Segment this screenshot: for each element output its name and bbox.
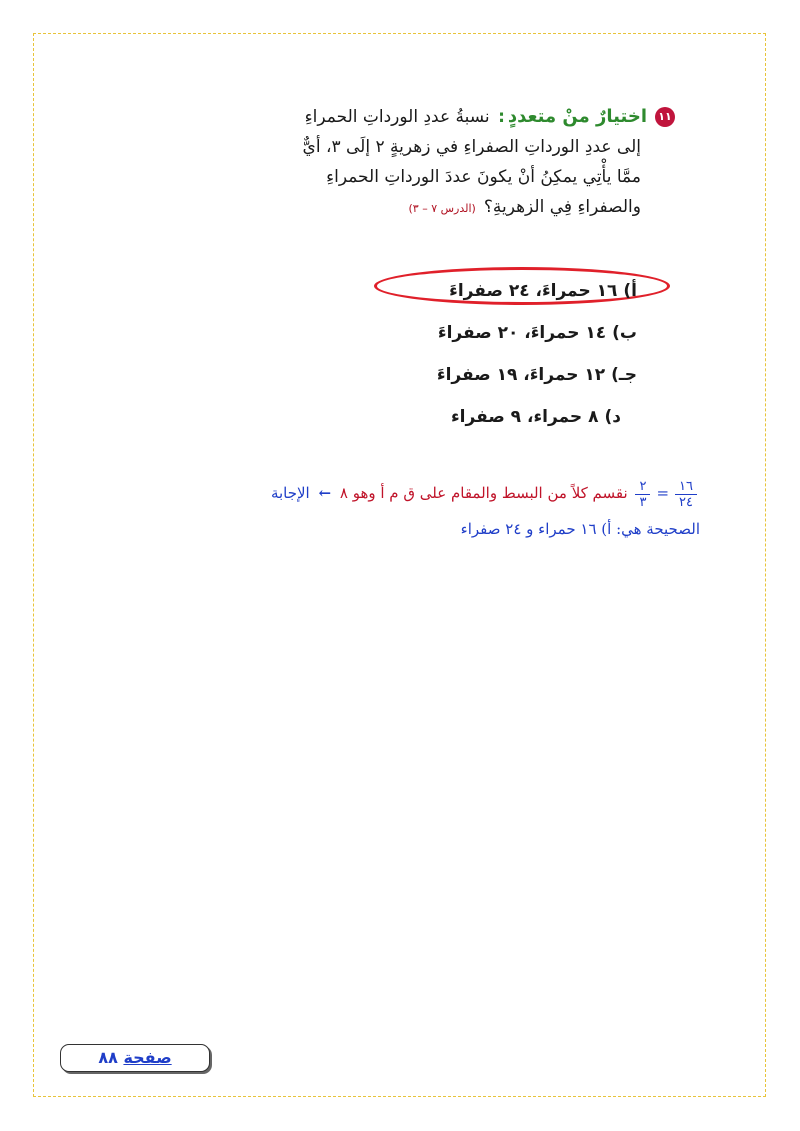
question-line-1 <box>205 102 675 132</box>
question-line-4 <box>205 192 675 224</box>
lesson-reference: (الدرس ٧ – ٣) <box>408 202 476 215</box>
fraction-1-denominator: ٢٤ <box>679 494 693 510</box>
question-text-line-1: نسبةُ عددِ الورداتِ الحمراءِ <box>304 107 490 127</box>
question-text-line-4: والصفراءِ فِي الزهريةِ؟ <box>483 197 641 217</box>
arrow-left-icon: ← <box>318 484 332 502</box>
option-a[interactable] <box>365 270 665 312</box>
option-c-text: ١٢ حمراءَ، ١٩ صفراءَ <box>436 365 606 385</box>
answer-word: الإجابة <box>270 484 310 502</box>
page-number: ٨٨ <box>98 1048 118 1067</box>
option-d[interactable] <box>365 396 665 438</box>
answer-line-1 <box>80 478 700 510</box>
page-number-badge <box>60 1044 210 1072</box>
question-colon: : <box>498 107 505 127</box>
answer-block <box>80 478 700 544</box>
option-a-text: ١٦ حمراءَ، ٢٤ صفراءَ <box>449 281 618 301</box>
question-number-badge: ١١ <box>655 107 675 127</box>
option-c-letter: جـ) <box>611 365 637 385</box>
page-word: صفحة <box>123 1048 172 1067</box>
option-d-letter: د) <box>604 407 621 427</box>
options-list <box>365 270 665 438</box>
fraction-2-numerator: ٢ <box>635 479 650 495</box>
fraction-1-numerator: ١٦ <box>675 479 697 495</box>
fraction-2-3 <box>635 479 650 510</box>
answer-line-2: الصحيحة هي: أ) ١٦ حمراء و ٢٤ صفراء <box>460 519 700 538</box>
fraction-2-denominator: ٣ <box>639 494 647 510</box>
question-label: اختيارٌ منْ متعددٍ <box>507 106 647 127</box>
question-block <box>205 102 675 224</box>
option-a-letter: أ) <box>623 281 637 301</box>
option-c[interactable] <box>365 354 665 396</box>
answer-explanation: نقسم كلاً من البسط والمقام على ق م أ وهو ٨ <box>339 484 628 502</box>
option-b-letter: ب) <box>612 323 637 343</box>
fraction-16-24 <box>675 479 697 510</box>
equals-sign: = <box>656 484 670 502</box>
option-b[interactable] <box>365 312 665 354</box>
option-d-text: ٨ حمراء، ٩ صفراء <box>450 407 599 427</box>
option-b-text: ١٤ حمراءَ، ٢٠ صفراءَ <box>437 323 607 343</box>
question-text-line-2: إلى عددِ الورداتِ الصفراءِ في زهريةٍ ٢ إلَى ٣، أيٌّ <box>302 137 641 157</box>
question-text-line-3: ممَّا يأْتِي يمكِنُ أنْ يكونَ عددَ الورداتِ الحمراءِ <box>326 167 641 187</box>
